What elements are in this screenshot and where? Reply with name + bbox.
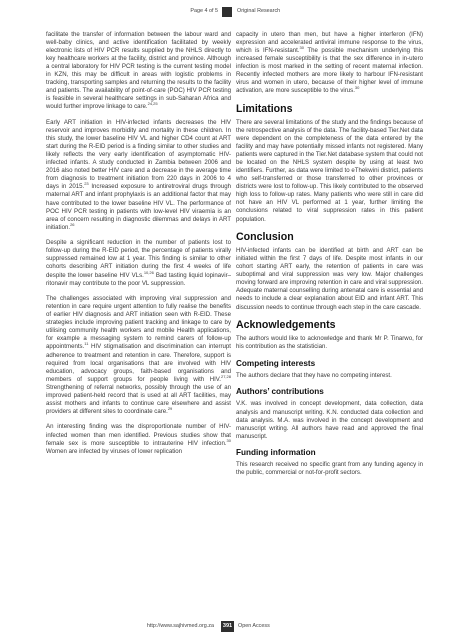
right-column xyxy=(236,31,423,485)
limitations-heading: Limitations xyxy=(236,102,293,115)
paragraph: capacity in utero than men, but have a higher interferon (IFN) expression and accelerated antiviral immune response to the virus, which is IFN-resistant.$^{30}$ The possible mechanism underlying this increased female susceptibility is that the sex difference in in-utero infection is most marked in the setting of recent maternal infection. Recently infected mothers are more likely to harbour IFN-resistant virus and women in utero, because of their higher level of immune activation, are more susceptible to the virus.$^{30}$ xyxy=(236,31,423,95)
competing-interests-heading: Competing interests xyxy=(236,358,316,368)
page-number: 391 xyxy=(221,621,234,632)
page-footer xyxy=(0,621,453,633)
conclusion-heading: Conclusion xyxy=(236,231,294,244)
paragraph: An interesting finding was the disproportionate number of HIV-infected women than men identified. Previous studies show that female sex is more susceptible to intrauterine HIV infection.$^{30}$ Women are infected by viruses of lower replication xyxy=(46,423,231,455)
funding-heading: Funding information xyxy=(236,448,316,458)
paragraph: facilitate the transfer of information between the labour ward and well-baby clinics, and active identification facilitated by weekly electronic lists of HIV PCR results supplied by the NHLS directly to key healthcare workers at the facility, district and province. Although a central laboratory for HIV PCR testing is the current testing model in KZN, this may be difficult in areas with logistic problems in tracking, transporting samples and returning the results to the facility and patients. The availability of point-of-care (POC) HIV PCR testing is feasible in several healthcare settings in sub-Saharan Africa and would further improve linkage to care.$^{24,25}$ xyxy=(46,31,231,111)
paragraph: V.K. was involved in concept development, data collection, data analysis and manuscript writing. K.N. conducted data collection and data analysis. M.A. was involved in the concept development and manuscript writing. All authors have read and approved the final manuscript. xyxy=(236,400,423,440)
left-column xyxy=(46,31,231,463)
acknowledgements-heading: Acknowledgements xyxy=(236,319,336,332)
paragraph: This research received no specific grant from any funding agency in the public, commercial or not-for-profit sectors. xyxy=(236,461,423,477)
paragraph: The challenges associated with improving viral suppression and retention in care require urgent attention to fully realise the benefits of earlier HIV diagnosis and ART initiation seen with R-EID. These strategies include improving patient tracking and linkage to care by utilising community health workers and mobile Health applications, for example a messaging system to remind carers of follow-up appointments.$^{11}$ HIV stigmatisation and discrimination can interrupt adherence to treatment and retention in care. Therefore, support is required from local organisations that are involved with HIV education, advocacy groups, faith-based organisations and members of support groups for people living with HIV.$^{27,28}$ Strengthening of referral networks, possibly through the use of an improved patient-held record that is used at all ART facilities, may assist mothers and infants to continue care elsewhere and assist providers at different sites to coordinate care.$^{29}$ xyxy=(46,295,231,415)
journal-url-link[interactable]: http://www.sajhivmed.org.za xyxy=(146,623,214,629)
paragraph: The authors would like to acknowledge and thank Mr P. Tinarwo, for his contribution as the statistician. xyxy=(236,335,423,351)
authors-contributions-heading: Authors’ contributions xyxy=(236,387,324,397)
open-access-label: Open Access xyxy=(238,623,270,629)
paragraph: Early ART initiation in HIV-infected infants decreases the HIV reservoir and improves morbidity and mortality in these children. In this study, the lower baseline HIV VL and higher CD4 count at ART start during the R-EID period is a finding similar to other studies and likely reflects the very early identification of asymptomatic HIV-infected infants. A study conducted in Zambia between 2006 and 2016 also noted better HIV care and a decrease in the average time from diagnosis to treatment initiation from 220 days in 2006 to 4 days in 2015.23 Increased exposure to antiretroviral drugs through maternal ART and infant prophylaxis is an additional factor that may have contributed to the lower baseline HIV VL. The performance of POC HIV PCR testing in patients with low-level HIV viraemia is an area of concern resulting in diagnostic dilemmas and delays in ART initiation.$^{26}$ xyxy=(46,119,231,231)
paragraph: Despite a significant reduction in the number of patients lost to follow-up during the R-EID period, the percentage of patients virally suppressed remained low at 1 year. This finding is similar to other cohorts describing ART initiation during the first 4 weeks of life despite the lower baseline HIV VLs.$^{10,26}$ Bad tasting liquid lopinavir–ritonavir may contribute to the poor VL suppression. xyxy=(46,239,231,287)
page-header xyxy=(0,7,453,19)
page-indicator: Page 4 of 5 xyxy=(190,8,218,14)
paragraph: The authors declare that they have no competing interest. xyxy=(236,371,392,379)
section-label: Original Research xyxy=(237,8,281,14)
paragraph: HIV-infected infants can be identified at birth and ART can be initiated within the first 7 days of life. Despite most infants in our cohort starting ART early, the retention of patients in care was suboptimal and viral suppression was very low. Major challenges moving forward are improving retention in care and viral suppression. Adequate maternal counselling during antenatal care is essential and needs to include a clear explanation about EID and infant ART. This discussion needs to continue through each step in the care cascade. xyxy=(236,247,423,311)
header-marker xyxy=(222,7,232,17)
paragraph: There are several limitations of the study and the findings because of the retrospective analysis of the data. The facility-based Tier.Net data were dependent on the completeness of the data entered by the facility and may have potentially missed infants not registered. Many patients were captured in the Tier.Net database system that could not be located on the NHLS system despite by using at least two identifiers. Further, as data were limited to eThekwini district, patients who self-transferred or those transferred to other provinces or districts were lost to follow-up. This likely contributed to the observed high loss to follow-up rates. Many patients who were still in care did not have an HIV VL performed at 1 year, further limiting the conclusions related to viral suppression rates in this patient population. xyxy=(236,118,423,223)
